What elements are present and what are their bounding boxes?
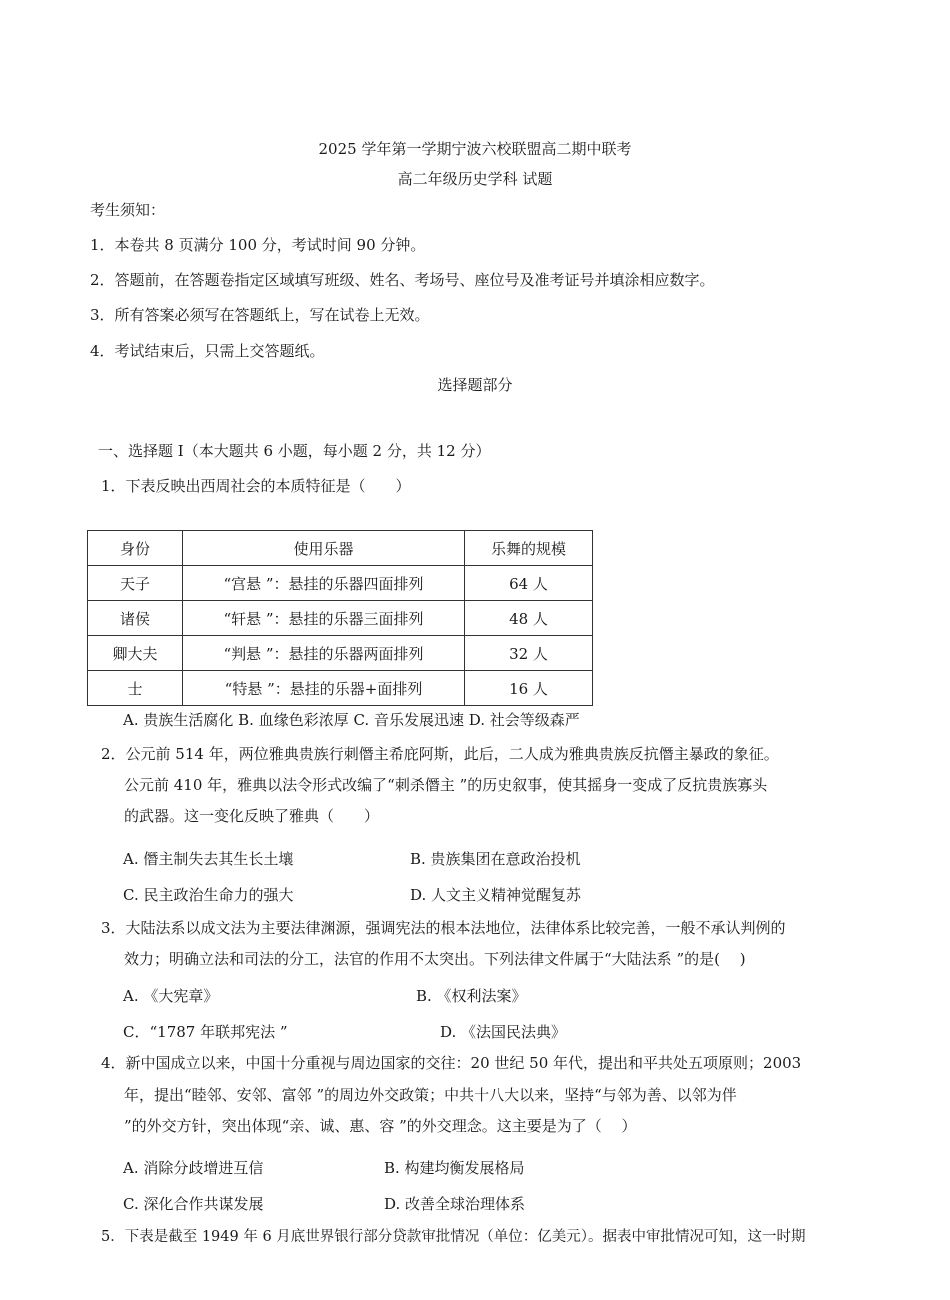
table-header-cell: 乐舞的规模 (465, 531, 593, 566)
question-1-table (87, 530, 593, 706)
question-2-option-c: C. 民主政治生命力的强大 (123, 886, 294, 904)
section-heading: 一、选择题 I（本大题共 6 小题，每小题 2 分，共 12 分） (98, 442, 491, 460)
table-row (88, 601, 593, 636)
question-4-line: 4．新中国成立以来，中国十分重视与周边国家的交往：20 世纪 50 年代，提出和平共处五项原则；2003 (101, 1054, 802, 1072)
notice-heading: 考生须知： (90, 201, 166, 219)
table-cell: “判悬 ”：悬挂的乐器两面排列 (183, 636, 465, 671)
question-3-line: 效力；明确立法和司法的分工，法官的作用不太突出。下列法律文件属于“大陆法系 ”的是( ) (124, 950, 746, 968)
table-cell: 32 人 (465, 636, 593, 671)
question-3-line: 3．大陆法系以成文法为主要法律渊源，强调宪法的根本法地位，法律体系比较完善，一般不承认判例的 (101, 919, 786, 937)
question-4-option-a: A. 消除分歧增进互信 (123, 1159, 264, 1177)
table-header-cell: 使用乐器 (183, 531, 465, 566)
question-2-line: 2．公元前 514 年，两位雅典贵族行刺僭主希庇阿斯，此后，二人成为雅典贵族反抗僭主暴政的象征。 (101, 745, 779, 763)
notice-item: 3．所有答案必须写在答题纸上，写在试卷上无效。 (90, 306, 430, 324)
question-4-line: ”的外交方针，突出体现“亲、诚、惠、容 ”的外交理念。这主要是为了（ ） (124, 1117, 637, 1135)
question-4-option-d: D. 改善全球治理体系 (384, 1195, 526, 1213)
part-title: 选择题部分 (437, 376, 513, 394)
table-row (88, 636, 593, 671)
table-cell: “轩悬 ”：悬挂的乐器三面排列 (183, 601, 465, 636)
question-2-option-a: A. 僭主制失去其生长土壤 (123, 850, 294, 868)
exam-subtitle: 高二年级历史学科 试题 (397, 170, 553, 188)
question-3-option-d: D. 《法国民法典》 (440, 1023, 567, 1041)
table-row (88, 671, 593, 706)
table-cell: 诸侯 (88, 601, 183, 636)
table-cell: 16 人 (465, 671, 593, 706)
question-3-option-b: B. 《权利法案》 (416, 987, 527, 1005)
table-cell: 天子 (88, 566, 183, 601)
question-2-line: 的武器。这一变化反映了雅典（ ） (124, 807, 380, 825)
table-cell: 48 人 (465, 601, 593, 636)
table-row (88, 566, 593, 601)
question-2-line: 公元前 410 年，雅典以法令形式改编了“刺杀僭主 ”的历史叙事，使其摇身一变成了反抗贵族寡头 (124, 776, 768, 794)
table-cell: “特悬 ”：悬挂的乐器+面排列 (183, 671, 465, 706)
question-1-stem: 1．下表反映出西周社会的本质特征是（ ） (101, 477, 411, 495)
table-cell: 64 人 (465, 566, 593, 601)
question-2-option-d: D. 人文主义精神觉醒复苏 (410, 886, 582, 904)
notice-item: 2．答题前，在答题卷指定区域填写班级、姓名、考场号、座位号及准考证号并填涂相应数字。 (90, 271, 715, 289)
table-cell: “宫悬 ”：悬挂的乐器四面排列 (183, 566, 465, 601)
question-3-option-a: A. 《大宪章》 (123, 987, 219, 1005)
table-header-row (88, 531, 593, 566)
table-header-cell: 身份 (88, 531, 183, 566)
question-3-option-c: C．“1787 年联邦宪法 ” (123, 1023, 288, 1041)
question-2-option-b: B. 贵族集团在意政治投机 (410, 850, 581, 868)
question-4-line: 年，提出“睦邻、安邻、富邻 ”的周边外交政策；中共十八大以来，坚持“与邻为善、以邻为伴 (124, 1086, 737, 1104)
notice-item: 4．考试结束后，只需上交答题纸。 (90, 342, 325, 360)
question-4-option-c: C. 深化合作共谋发展 (123, 1195, 264, 1213)
question-4-option-b: B. 构建均衡发展格局 (384, 1159, 525, 1177)
table-cell: 卿大夫 (88, 636, 183, 671)
notice-item: 1．本卷共 8 页满分 100 分，考试时间 90 分钟。 (90, 236, 426, 254)
question-5-line: 5．下表是截至 1949 年 6 月底世界银行部分贷款审批情况（单位：亿美元）。据表中审批情况可知，这一时期 (101, 1229, 806, 1245)
table-cell: 士 (88, 671, 183, 706)
exam-title: 2025 学年第一学期宁波六校联盟高二期中联考 (318, 140, 632, 158)
question-1-options: A. 贵族生活腐化 B. 血缘色彩浓厚 C. 音乐发展迅速 D. 社会等级森严 (123, 711, 580, 729)
